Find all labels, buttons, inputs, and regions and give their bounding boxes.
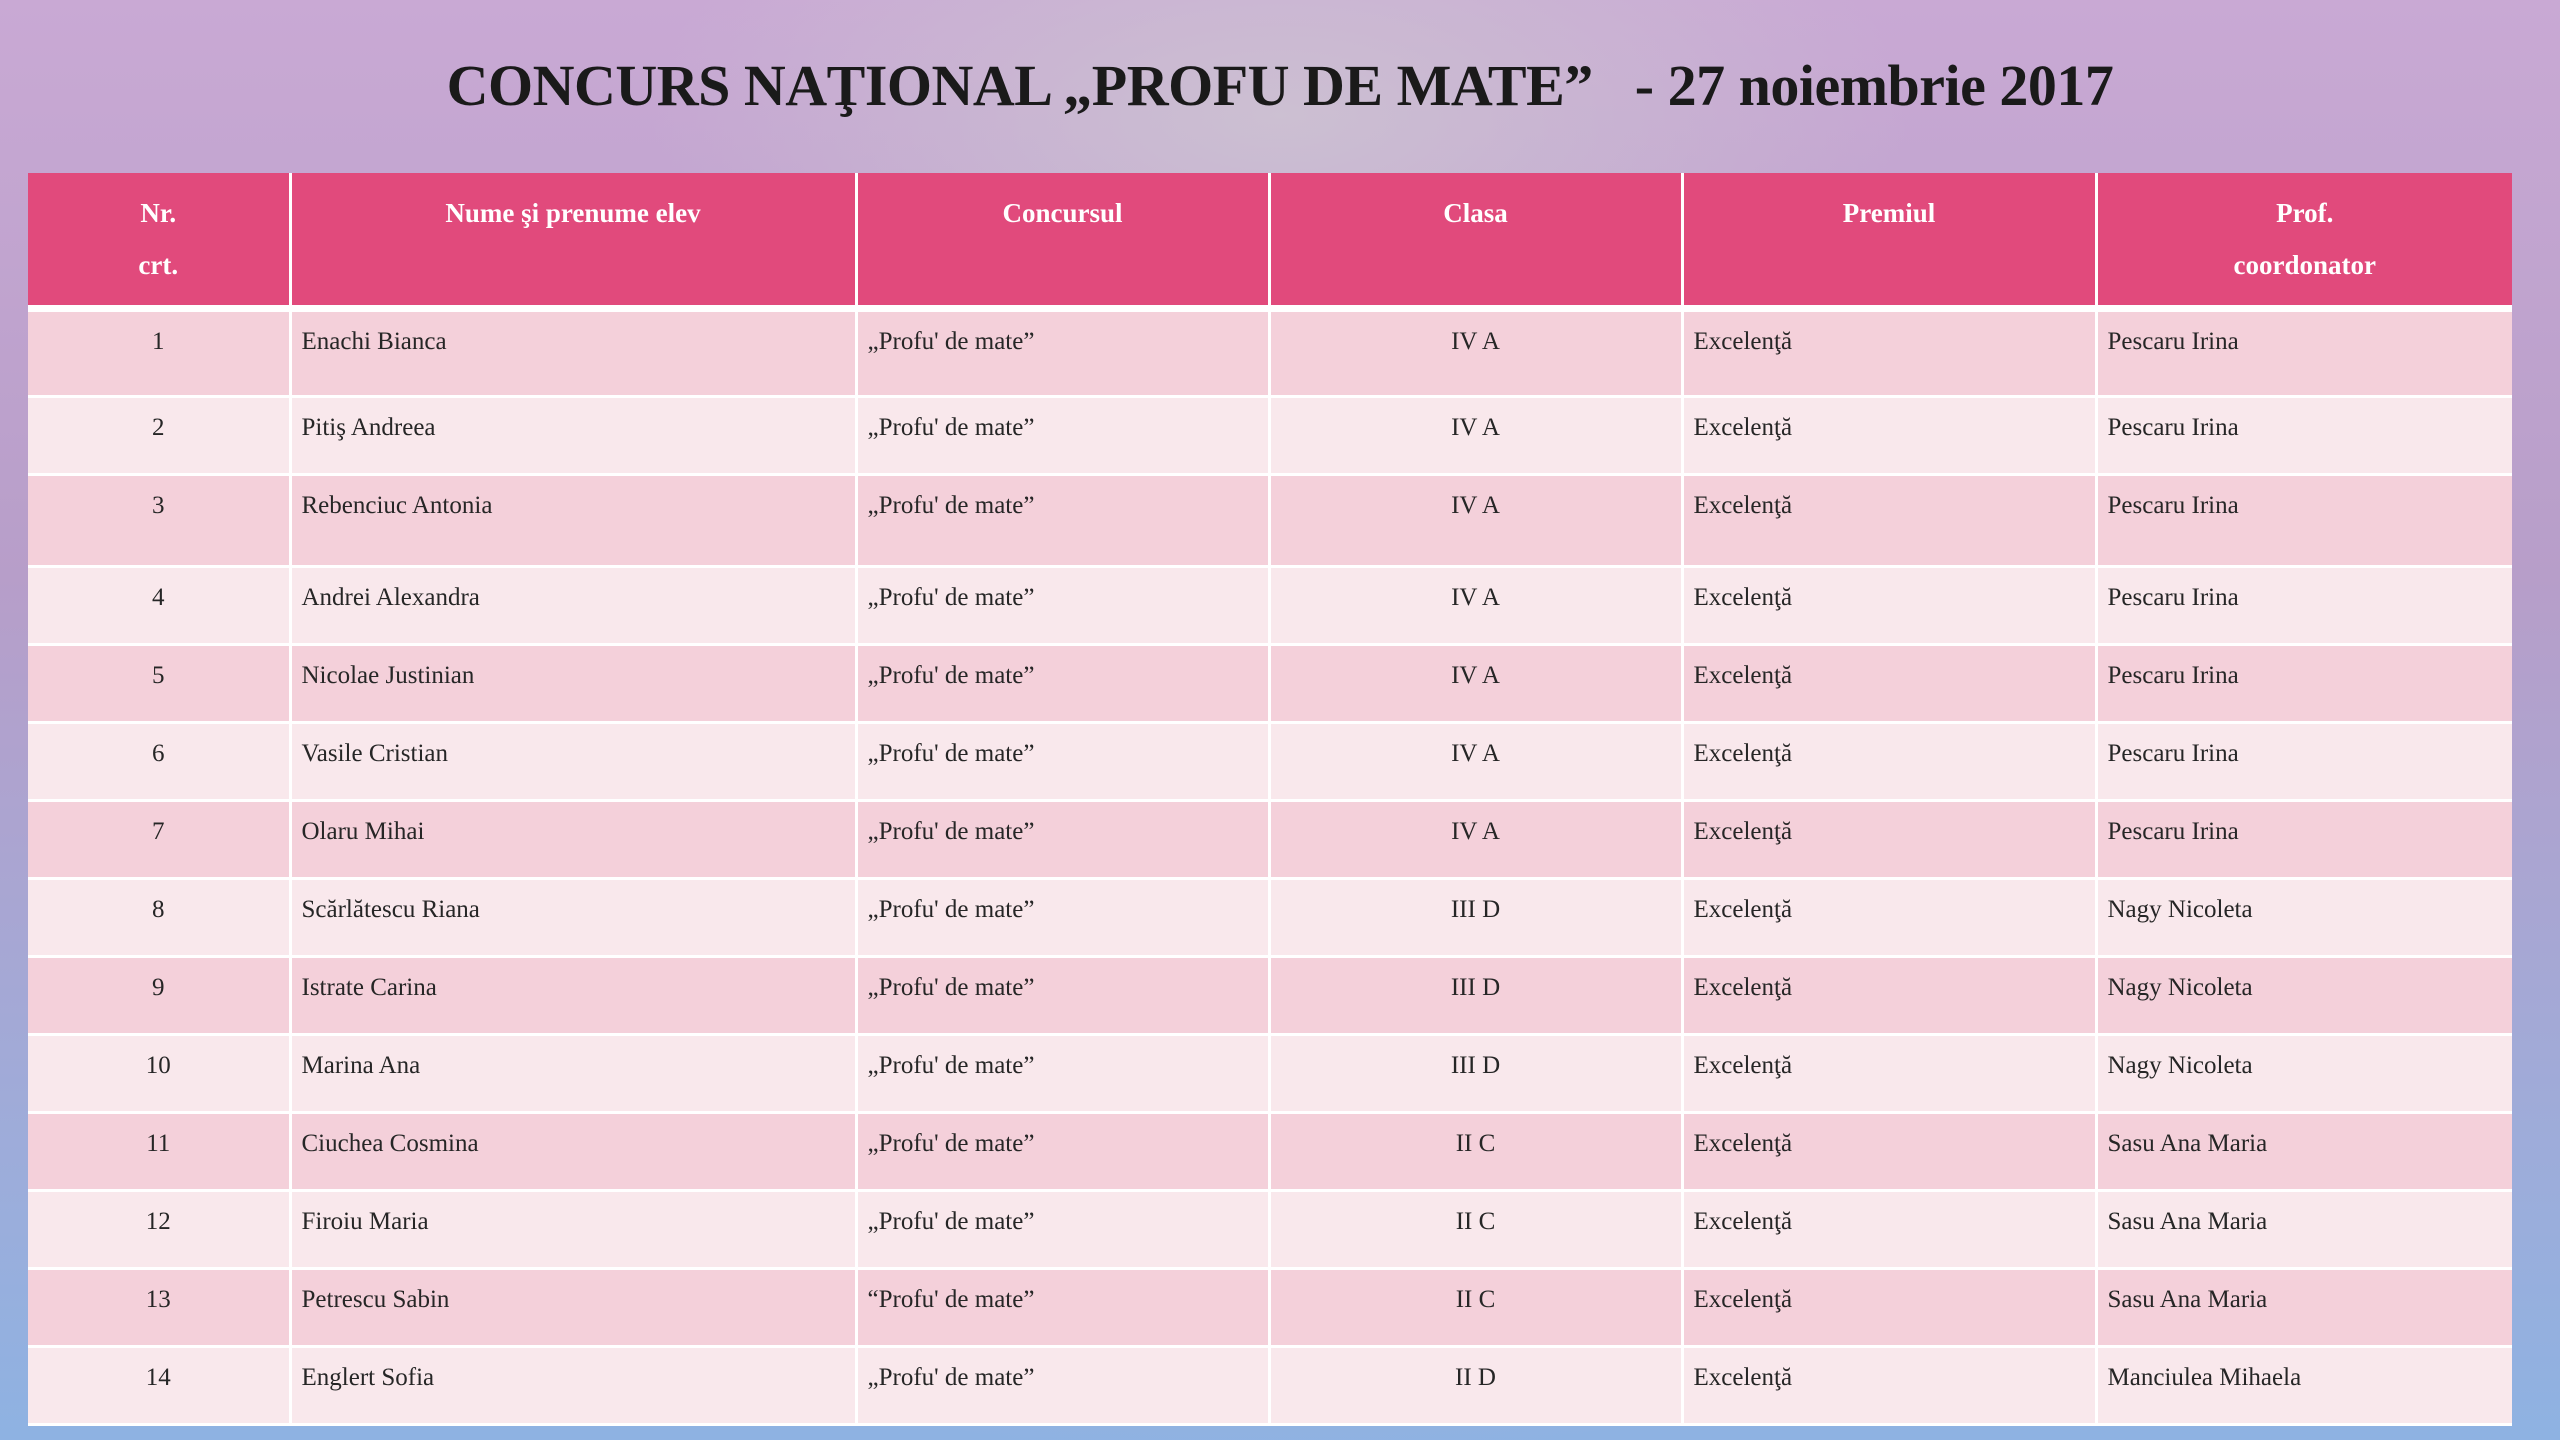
cell-contest: „Profu' de mate” bbox=[856, 309, 1269, 397]
cell-class: II D bbox=[1269, 1347, 1682, 1425]
cell-prize: Excelenţă bbox=[1682, 801, 2096, 879]
cell-nr: 10 bbox=[28, 1035, 290, 1113]
cell-teacher: Sasu Ana Maria bbox=[2096, 1269, 2512, 1347]
cell-student-name: Vasile Cristian bbox=[290, 723, 856, 801]
column-header-class-label: Clasa bbox=[1443, 198, 1508, 228]
cell-teacher: Nagy Nicoleta bbox=[2096, 879, 2512, 957]
cell-teacher: Pescaru Irina bbox=[2096, 645, 2512, 723]
table-row bbox=[28, 801, 2512, 879]
column-header-teacher-line-2: coordonator bbox=[2233, 250, 2376, 280]
cell-nr: 3 bbox=[28, 475, 290, 567]
cell-student-name: Andrei Alexandra bbox=[290, 567, 856, 645]
cell-teacher: Pescaru Irina bbox=[2096, 475, 2512, 567]
cell-student-name: Scărlătescu Riana bbox=[290, 879, 856, 957]
cell-prize: Excelenţă bbox=[1682, 879, 2096, 957]
cell-contest: „Profu' de mate” bbox=[856, 475, 1269, 567]
cell-nr: 7 bbox=[28, 801, 290, 879]
column-header-nr-line-1: Nr. bbox=[140, 198, 177, 228]
cell-prize: Excelenţă bbox=[1682, 645, 2096, 723]
cell-nr: 5 bbox=[28, 645, 290, 723]
column-header-name bbox=[290, 173, 856, 309]
table-row bbox=[28, 567, 2512, 645]
table-row bbox=[28, 957, 2512, 1035]
cell-student-name: Firoiu Maria bbox=[290, 1191, 856, 1269]
column-header-contest-label: Concursul bbox=[1002, 198, 1123, 228]
cell-teacher: Nagy Nicoleta bbox=[2096, 1035, 2512, 1113]
cell-prize: Excelenţă bbox=[1682, 397, 2096, 475]
cell-class: II C bbox=[1269, 1113, 1682, 1191]
results-table bbox=[28, 173, 2512, 1426]
cell-teacher: Pescaru Irina bbox=[2096, 397, 2512, 475]
cell-nr: 12 bbox=[28, 1191, 290, 1269]
table-row bbox=[28, 645, 2512, 723]
cell-teacher: Pescaru Irina bbox=[2096, 723, 2512, 801]
cell-student-name: Englert Sofia bbox=[290, 1347, 856, 1425]
cell-student-name: Petrescu Sabin bbox=[290, 1269, 856, 1347]
column-header-name-label: Nume şi prenume elev bbox=[445, 198, 701, 228]
cell-student-name: Marina Ana bbox=[290, 1035, 856, 1113]
column-header-class bbox=[1269, 173, 1682, 309]
table-row bbox=[28, 723, 2512, 801]
column-header-nr bbox=[28, 173, 290, 309]
cell-nr: 6 bbox=[28, 723, 290, 801]
cell-class: III D bbox=[1269, 1035, 1682, 1113]
table-row bbox=[28, 1035, 2512, 1113]
cell-student-name: Ciuchea Cosmina bbox=[290, 1113, 856, 1191]
cell-nr: 11 bbox=[28, 1113, 290, 1191]
cell-class: IV A bbox=[1269, 567, 1682, 645]
cell-contest: „Profu' de mate” bbox=[856, 957, 1269, 1035]
cell-contest: „Profu' de mate” bbox=[856, 879, 1269, 957]
table-header bbox=[28, 173, 2512, 309]
cell-contest: „Profu' de mate” bbox=[856, 397, 1269, 475]
header-row bbox=[28, 173, 2512, 309]
page-title: CONCURS NAŢIONAL „PROFU DE MATE” - 27 noiembrie 2017 bbox=[446, 53, 2114, 118]
cell-nr: 4 bbox=[28, 567, 290, 645]
table-row bbox=[28, 1347, 2512, 1425]
cell-contest: „Profu' de mate” bbox=[856, 1113, 1269, 1191]
cell-student-name: Istrate Carina bbox=[290, 957, 856, 1035]
table-row bbox=[28, 1269, 2512, 1347]
cell-student-name: Olaru Mihai bbox=[290, 801, 856, 879]
table-row bbox=[28, 879, 2512, 957]
cell-teacher: Pescaru Irina bbox=[2096, 567, 2512, 645]
cell-contest: „Profu' de mate” bbox=[856, 1191, 1269, 1269]
cell-class: IV A bbox=[1269, 723, 1682, 801]
cell-prize: Excelenţă bbox=[1682, 309, 2096, 397]
cell-prize: Excelenţă bbox=[1682, 567, 2096, 645]
cell-nr: 14 bbox=[28, 1347, 290, 1425]
cell-class: IV A bbox=[1269, 475, 1682, 567]
cell-prize: Excelenţă bbox=[1682, 957, 2096, 1035]
cell-nr: 8 bbox=[28, 879, 290, 957]
column-header-contest bbox=[856, 173, 1269, 309]
cell-teacher: Pescaru Irina bbox=[2096, 801, 2512, 879]
column-header-prize bbox=[1682, 173, 2096, 309]
cell-class: III D bbox=[1269, 957, 1682, 1035]
cell-prize: Excelenţă bbox=[1682, 1035, 2096, 1113]
table-row bbox=[28, 309, 2512, 397]
cell-student-name: Enachi Bianca bbox=[290, 309, 856, 397]
column-header-nr-line-2: crt. bbox=[138, 250, 179, 280]
cell-prize: Excelenţă bbox=[1682, 1269, 2096, 1347]
cell-student-name: Nicolae Justinian bbox=[290, 645, 856, 723]
cell-nr: 1 bbox=[28, 309, 290, 397]
table-body bbox=[28, 309, 2512, 1425]
column-header-teacher-line-1: Prof. bbox=[2276, 198, 2334, 228]
cell-contest: “Profu' de mate” bbox=[856, 1269, 1269, 1347]
cell-nr: 2 bbox=[28, 397, 290, 475]
cell-class: IV A bbox=[1269, 645, 1682, 723]
cell-teacher: Manciulea Mihaela bbox=[2096, 1347, 2512, 1425]
cell-student-name: Pitiş Andreea bbox=[290, 397, 856, 475]
cell-contest: „Profu' de mate” bbox=[856, 567, 1269, 645]
table-row bbox=[28, 397, 2512, 475]
cell-teacher: Pescaru Irina bbox=[2096, 309, 2512, 397]
cell-teacher: Nagy Nicoleta bbox=[2096, 957, 2512, 1035]
cell-nr: 9 bbox=[28, 957, 290, 1035]
table-row bbox=[28, 1113, 2512, 1191]
cell-prize: Excelenţă bbox=[1682, 1347, 2096, 1425]
column-header-prize-label: Premiul bbox=[1842, 198, 1936, 228]
cell-class: IV A bbox=[1269, 309, 1682, 397]
cell-nr: 13 bbox=[28, 1269, 290, 1347]
cell-class: III D bbox=[1269, 879, 1682, 957]
cell-contest: „Profu' de mate” bbox=[856, 723, 1269, 801]
cell-class: II C bbox=[1269, 1269, 1682, 1347]
cell-class: IV A bbox=[1269, 397, 1682, 475]
cell-prize: Excelenţă bbox=[1682, 723, 2096, 801]
column-header-teacher bbox=[2096, 173, 2512, 309]
cell-class: II C bbox=[1269, 1191, 1682, 1269]
cell-teacher: Sasu Ana Maria bbox=[2096, 1113, 2512, 1191]
cell-class: IV A bbox=[1269, 801, 1682, 879]
cell-contest: „Profu' de mate” bbox=[856, 645, 1269, 723]
cell-student-name: Rebenciuc Antonia bbox=[290, 475, 856, 567]
cell-contest: „Profu' de mate” bbox=[856, 801, 1269, 879]
cell-teacher: Sasu Ana Maria bbox=[2096, 1191, 2512, 1269]
cell-contest: „Profu' de mate” bbox=[856, 1347, 1269, 1425]
cell-contest: „Profu' de mate” bbox=[856, 1035, 1269, 1113]
cell-prize: Excelenţă bbox=[1682, 475, 2096, 567]
cell-prize: Excelenţă bbox=[1682, 1191, 2096, 1269]
cell-prize: Excelenţă bbox=[1682, 1113, 2096, 1191]
table-row bbox=[28, 1191, 2512, 1269]
table-row bbox=[28, 475, 2512, 567]
results-table-container bbox=[28, 173, 2512, 1426]
